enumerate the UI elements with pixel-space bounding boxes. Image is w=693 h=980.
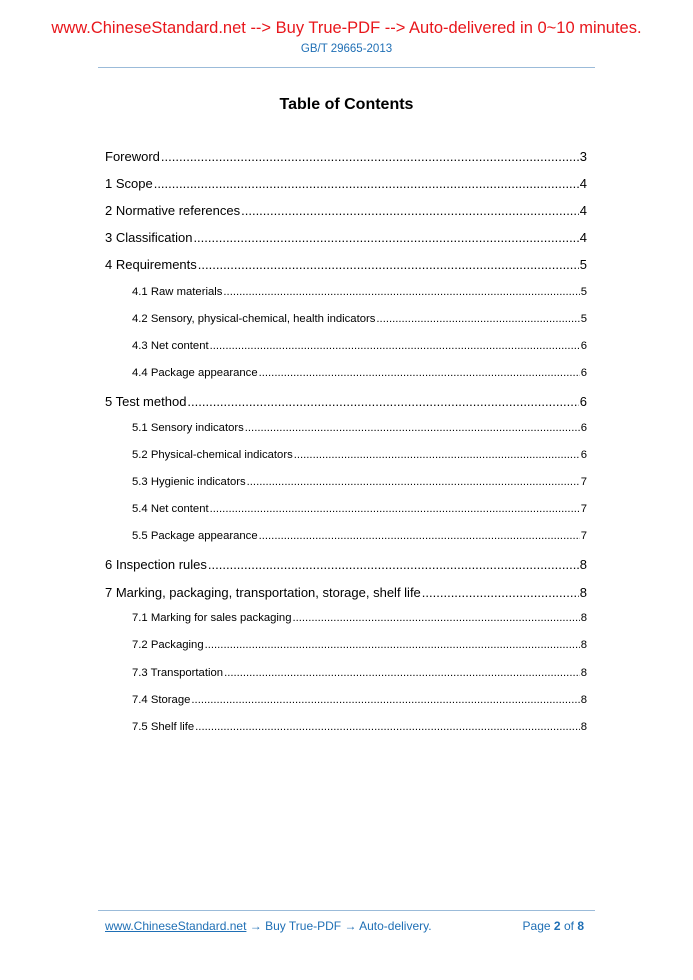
footer-link[interactable]: www.ChineseStandard.net: [105, 919, 247, 933]
toc-subentry[interactable]: [132, 286, 587, 298]
page-total: 8: [577, 919, 584, 933]
dot-leader: [205, 639, 580, 651]
dot-leader: [422, 585, 579, 600]
toc-entry-page: 8: [580, 721, 587, 733]
toc-entry-label: 1 Scope: [105, 176, 153, 191]
toc-entry-page: 6: [579, 394, 587, 409]
toc-entry-label: 7.1 Marking for sales packaging: [132, 612, 292, 624]
toc-entry-label: 4.4 Package appearance: [132, 367, 258, 379]
toc-entry-label: 5.1 Sensory indicators: [132, 422, 244, 434]
toc-entry[interactable]: [105, 230, 587, 245]
toc-entry-label: 5.3 Hygienic indicators: [132, 476, 246, 488]
toc-entry-page: 6: [580, 422, 587, 434]
toc-entry-label: 7.2 Packaging: [132, 639, 204, 651]
toc-entry-page: 8: [580, 639, 587, 651]
toc-subentry[interactable]: [132, 476, 587, 488]
toc-subentry[interactable]: [132, 721, 587, 733]
toc-subentry[interactable]: [132, 313, 587, 325]
toc-entry-page: 8: [580, 694, 587, 706]
standard-number: GB/T 29665-2013: [300, 43, 393, 55]
toc-entry-page: 8: [579, 585, 587, 600]
dot-leader: [198, 257, 579, 272]
toc-entry-page: 6: [580, 367, 587, 379]
toc-entry[interactable]: [105, 149, 587, 164]
toc-entry-page: 8: [579, 557, 587, 572]
dot-leader: [210, 503, 580, 515]
toc-entry-label: 3 Classification: [105, 230, 193, 245]
toc-subentry[interactable]: [132, 530, 587, 542]
toc-entry-page: 6: [580, 449, 587, 461]
toc-entry-label: 6 Inspection rules: [105, 557, 207, 572]
toc-entry[interactable]: [105, 394, 587, 409]
dot-leader: [259, 530, 580, 542]
page-word: Page: [522, 919, 551, 933]
toc-entry-label: 7.3 Transportation: [132, 667, 224, 679]
dot-leader: [187, 394, 578, 409]
toc-entry[interactable]: [105, 557, 587, 572]
toc-entry-page: 7: [580, 530, 587, 542]
page-indicator: [523, 919, 584, 933]
page-current: 2: [553, 919, 561, 933]
toc-entry-page: 8: [580, 612, 587, 624]
dot-leader: [259, 367, 580, 379]
toc-entry-page: 4: [579, 230, 587, 245]
header-divider: [98, 67, 595, 68]
dot-leader: [223, 286, 579, 298]
toc-entry-label: Foreword: [105, 149, 160, 164]
toc-subentry[interactable]: [132, 694, 587, 706]
dot-leader: [224, 667, 580, 679]
dot-leader: [161, 149, 579, 164]
dot-leader: [293, 612, 580, 624]
footer-tagline: → Buy True-PDF → Auto-delivery.: [246, 919, 432, 933]
toc-entry-page: 4: [579, 203, 587, 218]
toc-entry-page: 5: [580, 313, 587, 325]
dot-leader: [210, 340, 580, 352]
toc-entry-label: 4 Requirements: [105, 257, 197, 272]
toc-entry[interactable]: [105, 585, 587, 600]
toc-subentry[interactable]: [132, 639, 587, 651]
toc-entry-label: 4.3 Net content: [132, 340, 209, 352]
toc-title: Table of Contents: [279, 96, 414, 113]
toc-entry-label: 2 Normative references: [105, 203, 241, 218]
toc-entry-label: 4.1 Raw materials: [132, 286, 223, 298]
toc-entry-label: 7 Marking, packaging, transportation, storage, shelf life: [105, 585, 421, 600]
toc-entry-label: 7.5 Shelf life: [132, 721, 195, 733]
footer-left: [105, 919, 432, 933]
toc-entry-label: 5.5 Package appearance: [132, 530, 258, 542]
toc-entry-label: 5.2 Physical-chemical indicators: [132, 449, 293, 461]
footer-divider: [98, 910, 595, 911]
toc-subentry[interactable]: [132, 422, 587, 434]
page-of: of: [563, 919, 574, 933]
toc-entry-page: 4: [579, 176, 587, 191]
toc-entry-page: 7: [580, 476, 587, 488]
toc-entry[interactable]: [105, 203, 587, 218]
toc-subentry[interactable]: [132, 667, 587, 679]
toc-subentry[interactable]: [132, 449, 587, 461]
toc-entry[interactable]: [105, 257, 587, 272]
toc-entry-label: 5.4 Net content: [132, 503, 209, 515]
toc-entry-page: 6: [580, 340, 587, 352]
toc-entry-page: 5: [579, 257, 587, 272]
dot-leader: [245, 422, 580, 434]
toc-subentry[interactable]: [132, 367, 587, 379]
toc-entry-page: 7: [580, 503, 587, 515]
toc-subentry[interactable]: [132, 612, 587, 624]
dot-leader: [195, 721, 580, 733]
dot-leader: [376, 313, 579, 325]
dot-leader: [191, 694, 579, 706]
dot-leader: [294, 449, 580, 461]
toc-entry-page: 5: [580, 286, 587, 298]
toc-entry-page: 8: [580, 667, 587, 679]
header-banner[interactable]: www.ChineseStandard.net --> Buy True-PDF --> Auto-delivered in 0~10 minutes.: [51, 19, 642, 37]
toc-entry-page: 3: [579, 149, 587, 164]
toc-entry-label: 4.2 Sensory, physical-chemical, health indicators: [132, 313, 376, 325]
dot-leader: [247, 476, 580, 488]
toc-subentry[interactable]: [132, 340, 587, 352]
dot-leader: [241, 203, 579, 218]
toc-entry-label: 5 Test method: [105, 394, 187, 409]
toc-entry-label: 7.4 Storage: [132, 694, 191, 706]
toc-entry[interactable]: [105, 176, 587, 191]
dot-leader: [154, 176, 579, 191]
dot-leader: [193, 230, 578, 245]
toc-subentry[interactable]: [132, 503, 587, 515]
dot-leader: [208, 557, 579, 572]
